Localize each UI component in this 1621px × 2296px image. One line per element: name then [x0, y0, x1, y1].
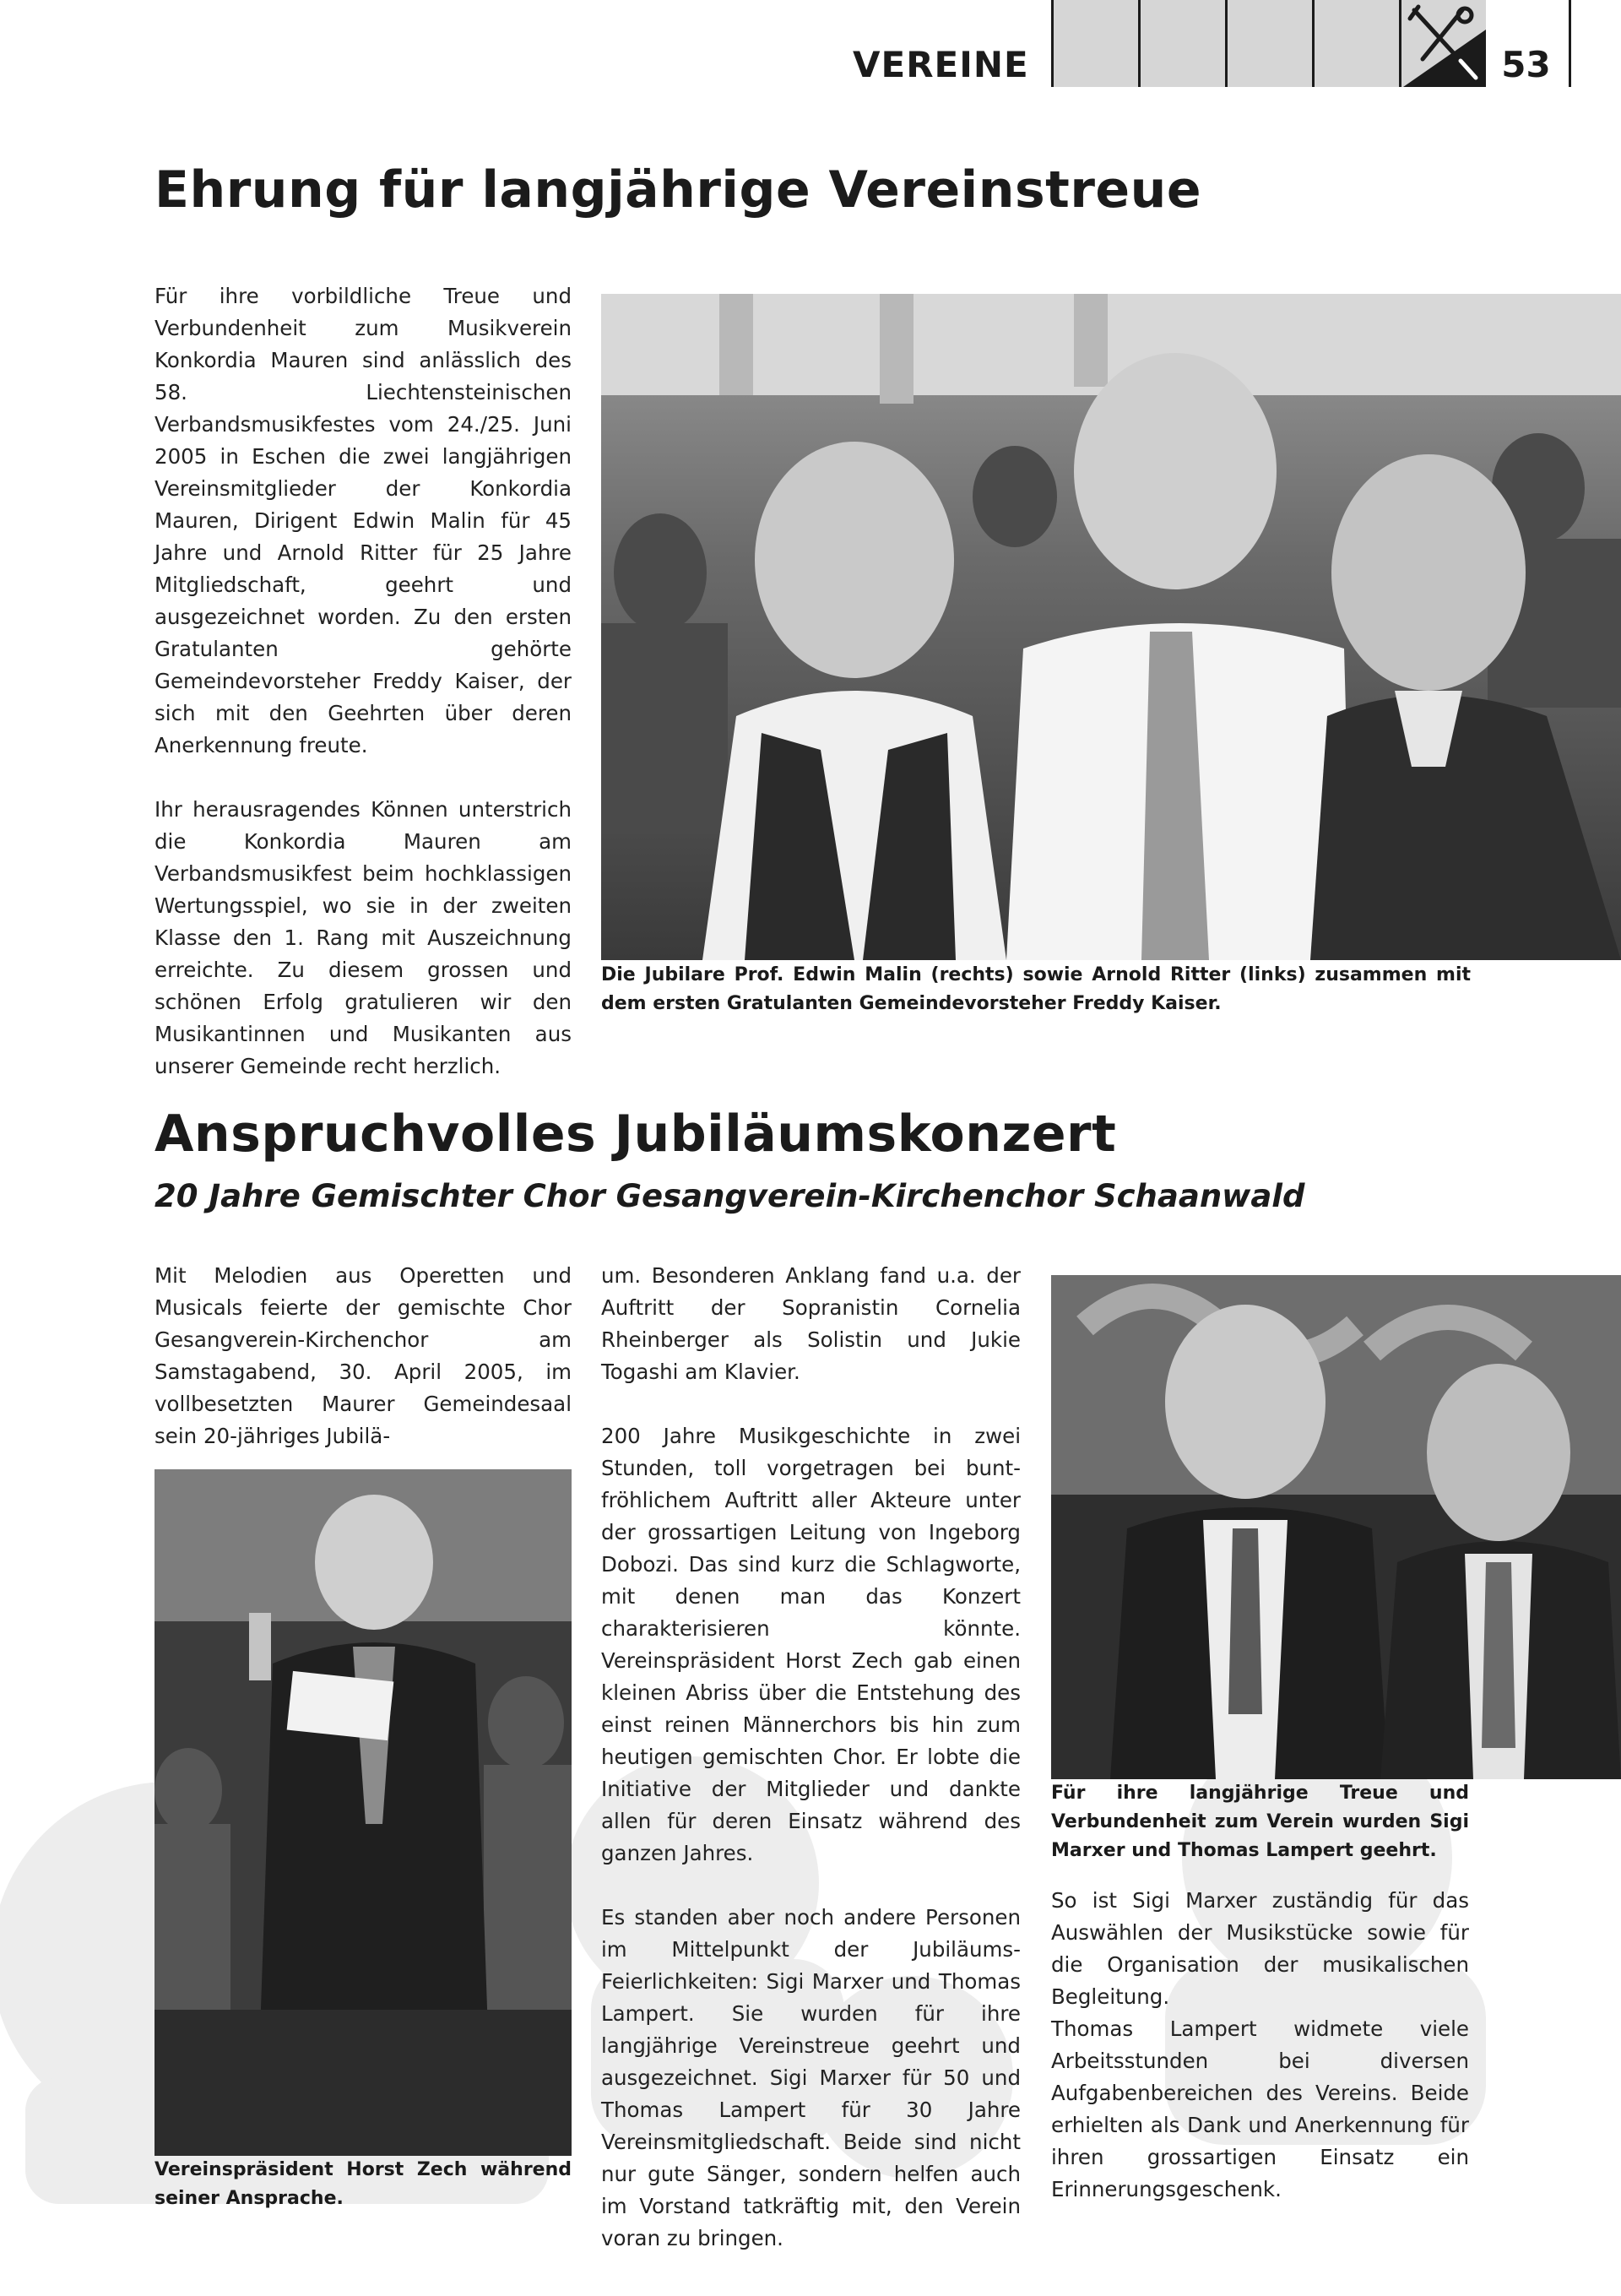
article2-col3-paragraph-1: So ist Sigi Marxer zuständig für das Auswählen der Musikstücke sowie für die Organisation der musikalischen Begleitung.: [1051, 1888, 1469, 2009]
honorees-photo-caption: Für ihre langjährige Treue und Verbundenheit zum Verein wurden Sigi Marxer und Thomas Lampert geehrt.: [1051, 1783, 1469, 1861]
article2-col2-paragraph-2: 200 Jahre Musikgeschichte in zwei Stunden, toll vorgetragen bei bunt-fröhlichem Auftritt aller Akteure unter der grossartigen Leitung von Ingeborg Dobozi. Das sind kurz die Schlagworte, mit denen man das Konzert charakterisieren könnte. Vereinspräsident Horst Zech gab einen kleinen Abriss über die Entstehung des einst reinen Männerchors bis hin zum heutigen gemischten Chor. Er lobte die Initiative der Mitglieder und dankte allen für deren Einsatz während des ganzen Jahres.: [601, 1424, 1021, 1865]
header-tab-box: [1051, 0, 1138, 87]
honorees-photo: [1051, 1275, 1621, 1779]
article2-col2-paragraph-3: Es standen aber noch andere Personen im Mittelpunkt der Jubiläums-Feierlichkeiten: Sigi Marxer und Thomas Lampert. Sie wurden für ihre langjährige Vereinstreue geehrt und ausgezeichnet. Sigi Marxer für 50 und Thomas Lampert für 30 Jahre Vereinsmitgliedschaft. Beide sind nicht nur gute Sänger, sondern helfen auch im Vorstand tatkräftig mit, den Verein voran zu bringen.: [601, 1905, 1021, 2250]
header-tab-box: [1138, 0, 1225, 87]
article1-title: Ehrung für langjährige Vereinstreue: [155, 160, 1202, 220]
article2-column-2: [601, 1260, 1021, 2255]
article2-title: Anspruchvolles Jubiläumskonzert: [155, 1105, 1117, 1164]
article2-column-1: [155, 1260, 572, 1452]
header-tab-box: [1312, 0, 1399, 87]
header-tabs: [1051, 0, 1486, 87]
speech-photo-caption: Vereinspräsident Horst Zech während seiner Ansprache.: [155, 2159, 572, 2209]
article2-col1-paragraph: Mit Melodien aus Operetten und Musicals feierte der gemischte Chor Gesangverein-Kirchenchor am Samstagabend, 30. April 2005, im vollbesetzten Maurer Gemeindesaal sein 20-jähriges Jubilä-: [155, 1263, 572, 1448]
speech-photo: [155, 1469, 572, 2156]
article1-body: [155, 280, 572, 1083]
article2-subtitle: 20 Jahre Gemischter Chor Gesangverein-Kirchenchor Schaanwald: [155, 1178, 1305, 1214]
jubilare-photo-caption: Die Jubilare Prof. Edwin Malin (rechts) sowie Arnold Ritter (links) zusammen mit dem ersten Gratulanten Gemeindevorsteher Freddy Kaiser.: [601, 964, 1471, 1014]
jubilare-photo: [601, 294, 1621, 960]
article2-column-3: [1051, 1885, 1469, 2206]
page-number: 53: [1501, 44, 1551, 85]
section-label: VEREINE: [853, 44, 1029, 85]
crossed-instruments-icon: [1399, 0, 1486, 87]
header-tab-box: [1225, 0, 1312, 87]
article2-col3-paragraph-2: Thomas Lampert widmete viele Arbeitsstunden bei diversen Aufgabenbereichen des Vereins. Beide erhielten als Dank und Anerkennung für ihren grossartigen Einsatz ein Erinnerungsgeschenk.: [1051, 2016, 1469, 2201]
article2-col2-paragraph-1: um. Besonderen Anklang fand u.a. der Auftritt der Sopranistin Cornelia Rheinberger als Solistin und Jukie Togashi am Klavier.: [601, 1263, 1021, 1384]
article1-paragraph-2: Ihr herausragendes Können unterstrich die Konkordia Mauren am Verbandsmusikfest beim hochklassigen Wertungsspiel, wo sie in der zweiten Klasse den 1. Rang mit Auszeichnung erreichte. Zu diesem grossen und schönen Erfolg gratulieren wir den Musikantinnen und Musikanten aus unserer Gemeinde recht herzlich.: [155, 797, 572, 1078]
article1-paragraph-1: Für ihre vorbildliche Treue und Verbundenheit zum Musikverein Konkordia Mauren sind anlässlich des 58. Liechtensteinischen Verbandsmusikfestes vom 24./25. Juni 2005 in Eschen die zwei langjährigen Vereinsmitglieder der Konkordia Mauren, Dirigent Edwin Malin für 45 Jahre und Arnold Ritter für 25 Jahre Mitgliedschaft, geehrt und ausgezeichnet worden. Zu den ersten Gratulanten gehörte Gemeindevorsteher Freddy Kaiser, der sich mit den Geehrten über deren Anerkennung freute.: [155, 284, 572, 757]
header-divider: [1569, 0, 1571, 87]
